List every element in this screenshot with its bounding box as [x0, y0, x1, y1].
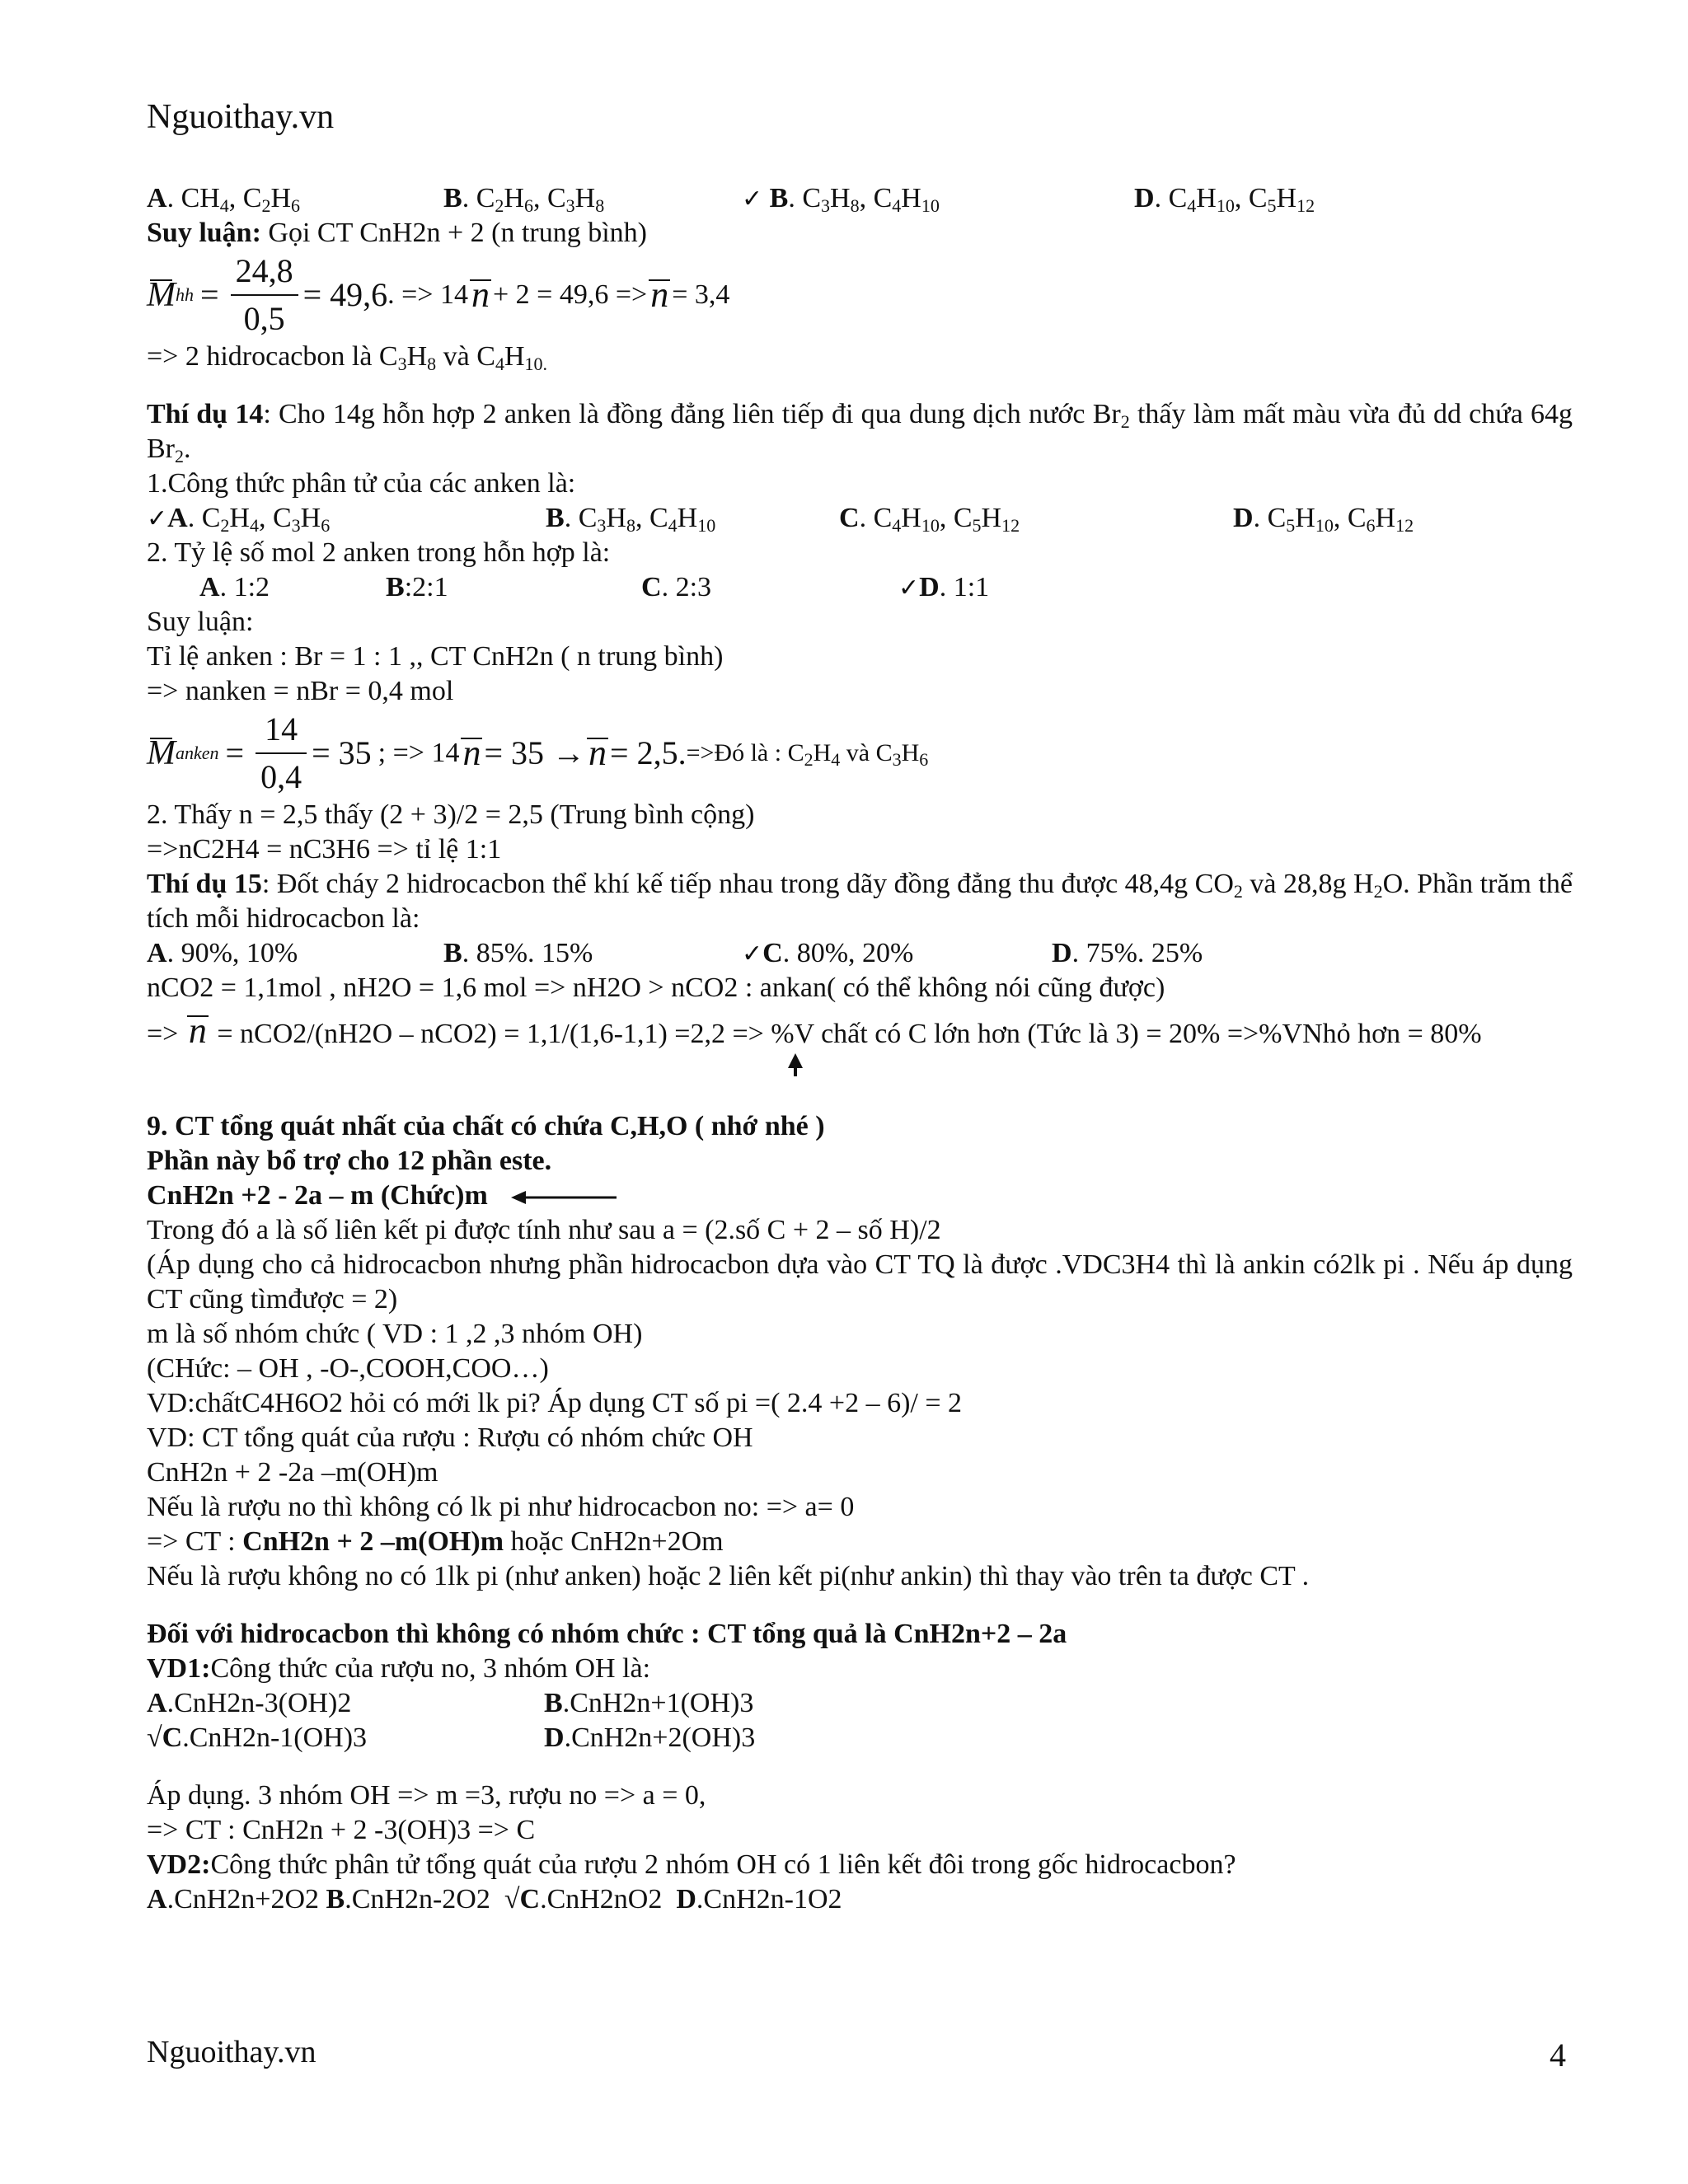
- ex14-nanken: => nanken = nBr = 0,4 mol: [147, 676, 454, 706]
- m-bar-symbol: M: [147, 734, 176, 772]
- option-d: D. $C_4H_{10}$, $C_5H_{12}$: [1134, 183, 1315, 216]
- sec9-l1: Trong đó a là số liên kết pi được tính như sau a = (2.số C + 2 – số H)/2: [147, 1215, 941, 1245]
- n-bar-symbol: n: [585, 736, 610, 771]
- ex14-q1-options: ✓A. $C_2H_4$, $C_3H_6$ B. $C_3H_8$, $C_4H_{10}$ C. $C_4H_{10}$, $C_5H_{12}$ D. $C_5H_{10}$, $C_6H_{12}$: [147, 503, 1414, 536]
- ex14-q2: 2. Tỷ lệ số mol 2 anken trong hỗn hợp là:: [147, 537, 611, 568]
- check-icon: ✓: [742, 185, 763, 213]
- sec9-heading: 9. CT tổng quát nhất của chất có chứa C,H,O ( nhớ nhé ): [147, 1111, 825, 1141]
- vd1-row1: A.CnH2n-3(OH)2 B.CnH2n+1(OH)3: [147, 1688, 754, 1718]
- page-number: 4: [1550, 2036, 1566, 2074]
- options-row-13: [147, 181, 1573, 216]
- ex14-ti-le: Tỉ lệ anken : Br = 1 : 1 ,, CT CnH2n ( n trung bình): [147, 641, 724, 672]
- hc-ap1: Áp dụng. 3 nhóm OH => m =3, rượu no => a = 0,: [147, 1780, 706, 1811]
- m-bar-symbol: M: [147, 276, 176, 314]
- vd2-question: VD2:Công thức phân tử tổng quát của rượu 2 nhóm OH có 1 liên kết đôi trong gốc hidrocacbon?: [147, 1849, 1236, 1880]
- sec9-sub: Phần này bổ trợ cho 12 phần este.: [147, 1146, 552, 1176]
- header-site: Nguoithay.vn: [147, 98, 335, 136]
- equation-14: M anken = $\frac{14}{0,4}$ = 35 ; => 14 n = 35 → n = 2,5. =>Đó là : $C_2H_4$ và $C_3H_6$: [147, 709, 1573, 798]
- n-bar-symbol: n: [647, 278, 672, 312]
- n-bar-symbol: n: [185, 1014, 210, 1048]
- ex15-nco2: nCO2 = 1,1mol , nH2O = 1,6 mol => nH2O > nCO2 : ankan( có thể không nói cũng được): [147, 972, 1165, 1003]
- ex14-q1: 1.Công thức phân tử của các anken là:: [147, 468, 576, 499]
- ex14-thay: 2. Thấy n = 2,5 thấy (2 + 3)/2 = 2,5 (Trung bình cộng): [147, 799, 755, 830]
- result-13: => 2 hidrocacbon là $C_3H_8$ và $C_4H_{10.}$: [147, 341, 548, 374]
- page-content: [147, 181, 1573, 1917]
- sec9-l4: (CHức: – OH , -O-,COOH,COO…): [147, 1353, 549, 1384]
- ex14-q2-options: A. 1:2 B:2:1 C. 2:3 ✓D. 1:1: [199, 572, 990, 602]
- sec9-l8: Nếu là rượu no thì không có lk pi như hidrocacbon no: => a= 0: [147, 1492, 855, 1522]
- sec9-l9: => CT : CnH2n + 2 –m(OH)m hoặc CnH2n+2Om: [147, 1526, 724, 1557]
- n-bar-symbol: n: [468, 278, 493, 312]
- left-arrow-icon: [511, 1189, 618, 1206]
- option-b-correct: ✓ B. $C_3H_8$, $C_4H_{10}$: [742, 183, 940, 216]
- option-a: A. $CH_4$, $C_2H_6$: [147, 183, 301, 216]
- check-icon: ✓: [147, 504, 168, 533]
- equation-13: M hh = $\frac{24,8}{0,5}$ = 49,6 . => 14 n + 2 = 49,6 => n = 3,4: [147, 251, 1573, 340]
- vd1-question: VD1:Công thức của rượu no, 3 nhóm OH là:: [147, 1653, 651, 1684]
- check-icon: ✓: [742, 940, 763, 968]
- fraction: $\frac{24,8}{0,5}$: [231, 248, 298, 342]
- sec9-l5: VD:chấtC4H6O2 hỏi có mới lk pi? Áp dụng CT số pi =( 2.4 +2 – 6)/ = 2: [147, 1388, 963, 1418]
- n-bar-symbol: n: [459, 736, 484, 771]
- sec9-l3: m là số nhóm chức ( VD : 1 ,2 ,3 nhóm OH): [147, 1319, 643, 1349]
- option-b: B. $C_2H_6$, $C_3H_8$: [443, 183, 605, 216]
- check-icon: ✓: [898, 574, 920, 602]
- hc-heading: Đối với hidrocacbon thì không có nhóm chức : CT tổng quả là CnH2n+2 – 2a: [147, 1619, 1067, 1649]
- ex14-question: Thí dụ 14: Cho 14g hỗn hợp 2 anken là đồng đẳng liên tiếp đi qua dung dịch nước $Br_2$ thấy làm mất màu vừa đủ dd chứa 64g $Br_2$.: [147, 399, 1573, 466]
- up-arrow-icon: [785, 1052, 805, 1085]
- hc-ap2: => CT : CnH2n + 2 -3(OH)3 => C: [147, 1815, 536, 1845]
- ex14-ratio: =>nC2H4 = nC3H6 => tỉ lệ 1:1: [147, 834, 502, 865]
- arrow-row: [147, 1052, 1573, 1086]
- sec9-formula: CnH2n +2 - 2a – m (Chức)m: [147, 1179, 1573, 1213]
- ex15-calc: => n = nCO2/(nH2O – nCO2) = 1,1/(1,6-1,1) =2,2 => %V chất có C lớn hơn (Tức là 3) = 20% =>%VNhỏ hơn = 80%: [147, 1010, 1482, 1051]
- ex15-question: Thí dụ 15: Đốt cháy 2 hidrocacbon thể khí kế tiếp nhau trong dãy đồng đẳng thu được 48,4g $CO_2$ và 28,8g $H_2O$. Phần trăm thể tích mỗi hidrocacbon là:: [147, 869, 1573, 934]
- vd1-row2: √C.CnH2n-1(OH)3 D.CnH2n+2(OH)3: [147, 1722, 756, 1753]
- sec9-l6: VD: CT tổng quát của rượu : Rượu có nhóm chức OH: [147, 1422, 753, 1453]
- sec9-l7: CnH2n + 2 -2a –m(OH)m: [147, 1457, 438, 1488]
- sec9-l10: Nếu là rượu không no có 1lk pi (như anken) hoặc 2 liên kết pi(như ankin) thì thay vào trên ta được CT .: [147, 1561, 1310, 1591]
- vd2-options: A.CnH2n+2O2 B.CnH2n-2O2 √C.CnH2nO2 D.CnH2n-1O2: [147, 1884, 842, 1915]
- ex15-options: A. 90%, 10% B. 85%. 15% ✓C. 80%, 20% D. 75%. 25%: [147, 938, 1203, 968]
- fraction: $\frac{14}{0,4}$: [256, 706, 307, 800]
- footer-site: Nguoithay.vn: [147, 2035, 316, 2069]
- suy-luan-13: Suy luận: Gọi CT CnH2n + 2 (n trung bình): [147, 218, 648, 248]
- sec9-l2: (Áp dụng cho cả hidrocacbon nhưng phần hidrocacbon dựa vào CT TQ là được .VDC3H4 thì là ankin có2lk pi . Nếu áp dụng CT cũng tìmđược = 2): [147, 1249, 1573, 1315]
- ex14-suy-luan: Suy luận:: [147, 607, 254, 637]
